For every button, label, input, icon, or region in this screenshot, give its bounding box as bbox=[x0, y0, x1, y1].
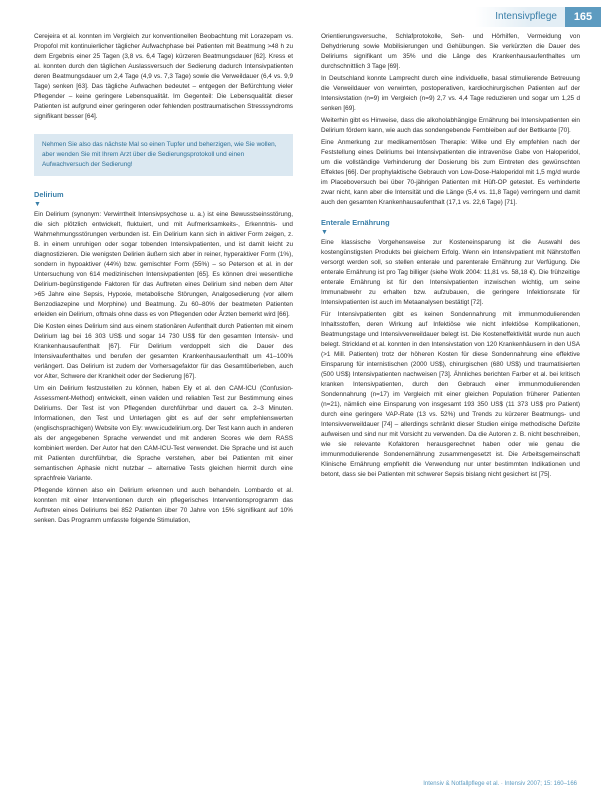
paragraph: Weiterhin gibt es Hinweise, dass die alkoholabhängige Ernährung bei Intensivpatienten ein Delirium fördern kann, wie auch das sondengebende Fernbleiben auf der Bettkante [70]. bbox=[321, 117, 580, 134]
paragraph: Die Kosten eines Delirium sind aus einem stationären Aufenthalt durch Patienten mit einem Delirium lag bei 16 303 US$ und sogar 14 730 US$ für den gesamten Intensiv- und Krankenhausaufenthalt [67]. Für Delirium verdoppelt sich die Dauer des Intensivaufenthaltes und berufen der gesamten Krankenhausaufenthalt um 41–100% verlängert. Das Delirium ist zudem der Vorhersagefaktor für das Gesamtüberleben, auch vor Alter, Schwere der Krankheit oder der Sedierung [67]. bbox=[34, 323, 293, 380]
page-footer-citation: Intensiv & Notfallpflege et al. · Intensiv 2007; 15: 160–166 bbox=[423, 781, 577, 787]
page-header bbox=[475, 7, 601, 27]
paragraph: Pflegende können also ein Delirium erkennen und auch behandeln. Lombardo et al. konnten mit einer Interventionen durch ein pflegerisches Interventionsprogramm das Auftreten eines Deliriums bei 852 Patienten über 70 Jahre von 15% signifikant auf 10% senken. Das Programm umfasste folgende Stimulation, bbox=[34, 487, 293, 524]
paragraph: In Deutschland konnte Lamprecht durch eine individuelle, basal stimulierende Betreuung die Verweildauer von verwirrten, postoperativen, kardiochirurgischen Patienten auf der Intensivstation (n=9) im Vergleich (n=9) 2,7 vs. 4,4 Tage reduzieren und sogar um 1,25 d senken [69]. bbox=[321, 75, 580, 112]
paragraph: Für Intensivpatienten gibt es keinen Sondennahrung mit immunmodulierenden Inhaltsstoffen, deren Wirkung auf Infektiöse wie nicht infektiöse Komplikationen, Beatmungstage und Intensivverweildauer belegt ist. Die Kosteneffektivität wurde nun auch belegt. Strickland et al. konnten in den Intensivstation von 120 Krankenhäusern in den USA (>1 Mill. Patienten) trotz der höheren Kosten für diese Sondennahrung eine effektive Einsparung für internistischen (2000 US$), chirurgischen (680 US$) und traumatisierten (500 US$) Intensivpatienten nachweisen [73]. Ähnliches berichten Farber et al. bei kritisch kranken Intensivpatienten, durch den Gebrauch einer immunmodulierenden Sondennahrung (n=17) im Vergleich mit einer gleichen Population früherer Patienten (n=21), nämlich eine Einsparung von insgesamt 193 350 US$ (11 373 US$ pro Patient) durch eine geringere VAP-Rate (13 vs. 52%) und Trends zu kürzerer Beatmungs- und Intensivverweildauer [74] – allerdings schränkt dieser Studien einige methodische Defizite aufweisen und sind nur mit Vorsicht zu verwenden. Da die Autoren z. B. nicht beschreiben, wie sie relevante Kofaktoren herausgerechnet haben oder wie genau die immunmodulierende Sondenernährung zusammengesetzt ist. Die Arbeitsgemeinschaft Klinische Ernährung empfiehlt die Verwendung nur unter bestimmten Indikationen und betont, dass sie bei Patienten mit schwerer Sepsis bislang nicht gesichert ist [75]. bbox=[321, 311, 580, 478]
left-column bbox=[34, 32, 293, 528]
section-title: Intensivpflege bbox=[475, 7, 565, 27]
section-marker-icon: ▼ bbox=[34, 201, 41, 208]
section-heading-delirium: Delirium bbox=[34, 190, 64, 199]
note-text: Nehmen Sie also das nächste Mal so einen Tupfer und beherzigen, wie Sie wollen, aber wenden Sie mit Ihrem Arzt über die Sedierungsprotokoll und einen Aufwachversuch der Sedierung! bbox=[42, 141, 277, 168]
paragraph: Ein Delirium (synonym: Verwirrtheit Intensivpsychose u. a.) ist eine Bewusstseinsstörung, die sich plötzlich entwickelt, fluktuiert, und mit Aufmerksamkeits-, Erkenntnis- und Wahrnehmungsstörungen verbunden ist. Ein Delirium kann sich in aktiver Form zeigen, z. B. in einem unruhigen oder sogar tobenden Intensivpatienten, und ist damit leicht zu diagnostizieren. Die wenigsten Delirien äußern sich aber in reiner, hyperaktiver Form (1%), sondern in hypoaktiver (44%) bzw. gemischter Form (55%) – so Peterson et al. in der Untersuchung von 614 medizinischen Intensivpatienten [65]. Es können drei wesentliche Delirium-begünstigende Faktoren für das Auftreten eines Delirium sind neben dem Alter >65 Jahre eine Sepsis, Hypoxie, metabolische Störungen, Analgosedierung (vor allem Benzodiazepine und Morphine) und Beatmung. Zu 60–80% der beatmeten Patienten erleiden ein Delirium, oftmals ohne dass es von Pflegenden oder Ärzten bemerkt wird [66]. bbox=[34, 211, 293, 318]
paragraph: Eine Anmerkung zur medikamentösen Therapie: Wilke und Ely empfehlen nach der Feststellung eines Deliriums bei Intensivpatienten die intravenöse Gabe von Haloperidol, um die vollständige Verhinderung der Dosierung bis zum Eintreten des gewünschten Effektes [66]. Der prophylaktische Gebrauch von Low-Dose-Haloperidol mit 1,5 mg/d wurde im Placeboversuch bei über 70-jährigen Patienten mit Hüft-OP getestet. Es verhinderte zwar nicht, kann aber die Intensität und die Länge (5,4 vs. 11,8 Tage) verringern und damit auch den gesamten Krankenhausaufenthalt (17,1 vs. 22,6 Tage) [71]. bbox=[321, 139, 580, 206]
page-number: 165 bbox=[565, 7, 601, 27]
right-column bbox=[321, 32, 580, 482]
section-heading-enteral: Enterale Ernährung bbox=[321, 218, 390, 227]
note-box bbox=[34, 134, 293, 176]
paragraph: Eine klassische Vorgehensweise zur Kosteneinsparung ist die Auswahl des kostengünstigsten Produkts bei gleichem Erfolg. Wenn ein Intensivpatient mit Nährstoffen versorgt werden soll, so stellen enterale und parenterale Ernährung zur Verfügung. Die enterale Ernährung ist pro Tag billiger (siehe Wolk 2004: 11,81 vs. 58,18 €). Die frühzeitige enterale Ernährung ist für den Intensivpatienten inzwischen wichtig, um seine Immunabwehr zu erhalten bzw. aufzubauen, die geringere Infektionsrate für Intensivpatienten ist auch im Metaanalysen bestätigt [72]. bbox=[321, 239, 580, 306]
paragraph: Um ein Delirium festzustellen zu können, haben Ely et al. den CAM-ICU (Confusion-Assessment-Method) entwickelt, einen validen und reliablen Test zur Bestimmung eines Deliriums. Der Test ist von Pflegenden durchführbar und dauert ca. 2–3 Minuten. Informationen, den Test und Unterlagen gibt es auf der sehr empfehlenswerten (englischsprachigen) Website von Ely: www.icudelirium.org. Der Test kann auch in anderen als der angegebenen Sprache verwendet und mit anderen Scores wie dem RASS kombiniert werden. Der Autor hat den CAM-ICU-Test verwendet. Die Sprache und ist auch mit Patienten durchführbar, die Sprache verstehen, aber bei Patienten mit einer semantischen Aphasie nicht nutzbar – alternative Tests gleichen hiermit durch eine sprachfreie Variante. bbox=[34, 385, 293, 482]
section-marker-icon: ▼ bbox=[321, 229, 328, 236]
paragraph: Cerejeira et al. konnten im Vergleich zur konventionellen Beobachtung mit Lorazepam vs. Propofol mit kontinuierlicher täglicher Aufwachphase bei Patienten mit Beatmung >48 h zu dem Ergebnis einer 25 Tagen (3,8 vs. 6,4 Tage) kürzeren Beatmungsdauer [62]. Kress et al. konnten durch den täglichen Auslassversuch der Sedierung dadurch Intensivpatienten deren Beatmungsdauer um 2,4 Tage (4,9 vs. 7,3 Tage) sowie die Verweildauer (6,4 vs. 9,9 Tage) senken [63]. Das tägliche Aufwachen bedeutet – entgegen der Befürchtung vieler Pflegender – keine geringere Lebensqualität. Im Gegenteil: Die Lebensqualität dieser Patienten ist aufgrund einer geringeren oder fehlenden posttraumatischen Stresssyndroms signifikant besser [64]. bbox=[34, 33, 293, 120]
paragraph: Orientierungsversuche, Schlafprotokolle, Seh- und Hörhilfen, Vermeidung von Dehydrierung sowie Mobilisierungen und Gehübungen. Sie verkürzten die Dauer des Deliriums signifikant um 35% und die Länge des Krankenhausaufenthaltes um durchschnittlich 3 Tage [69]. bbox=[321, 33, 580, 70]
